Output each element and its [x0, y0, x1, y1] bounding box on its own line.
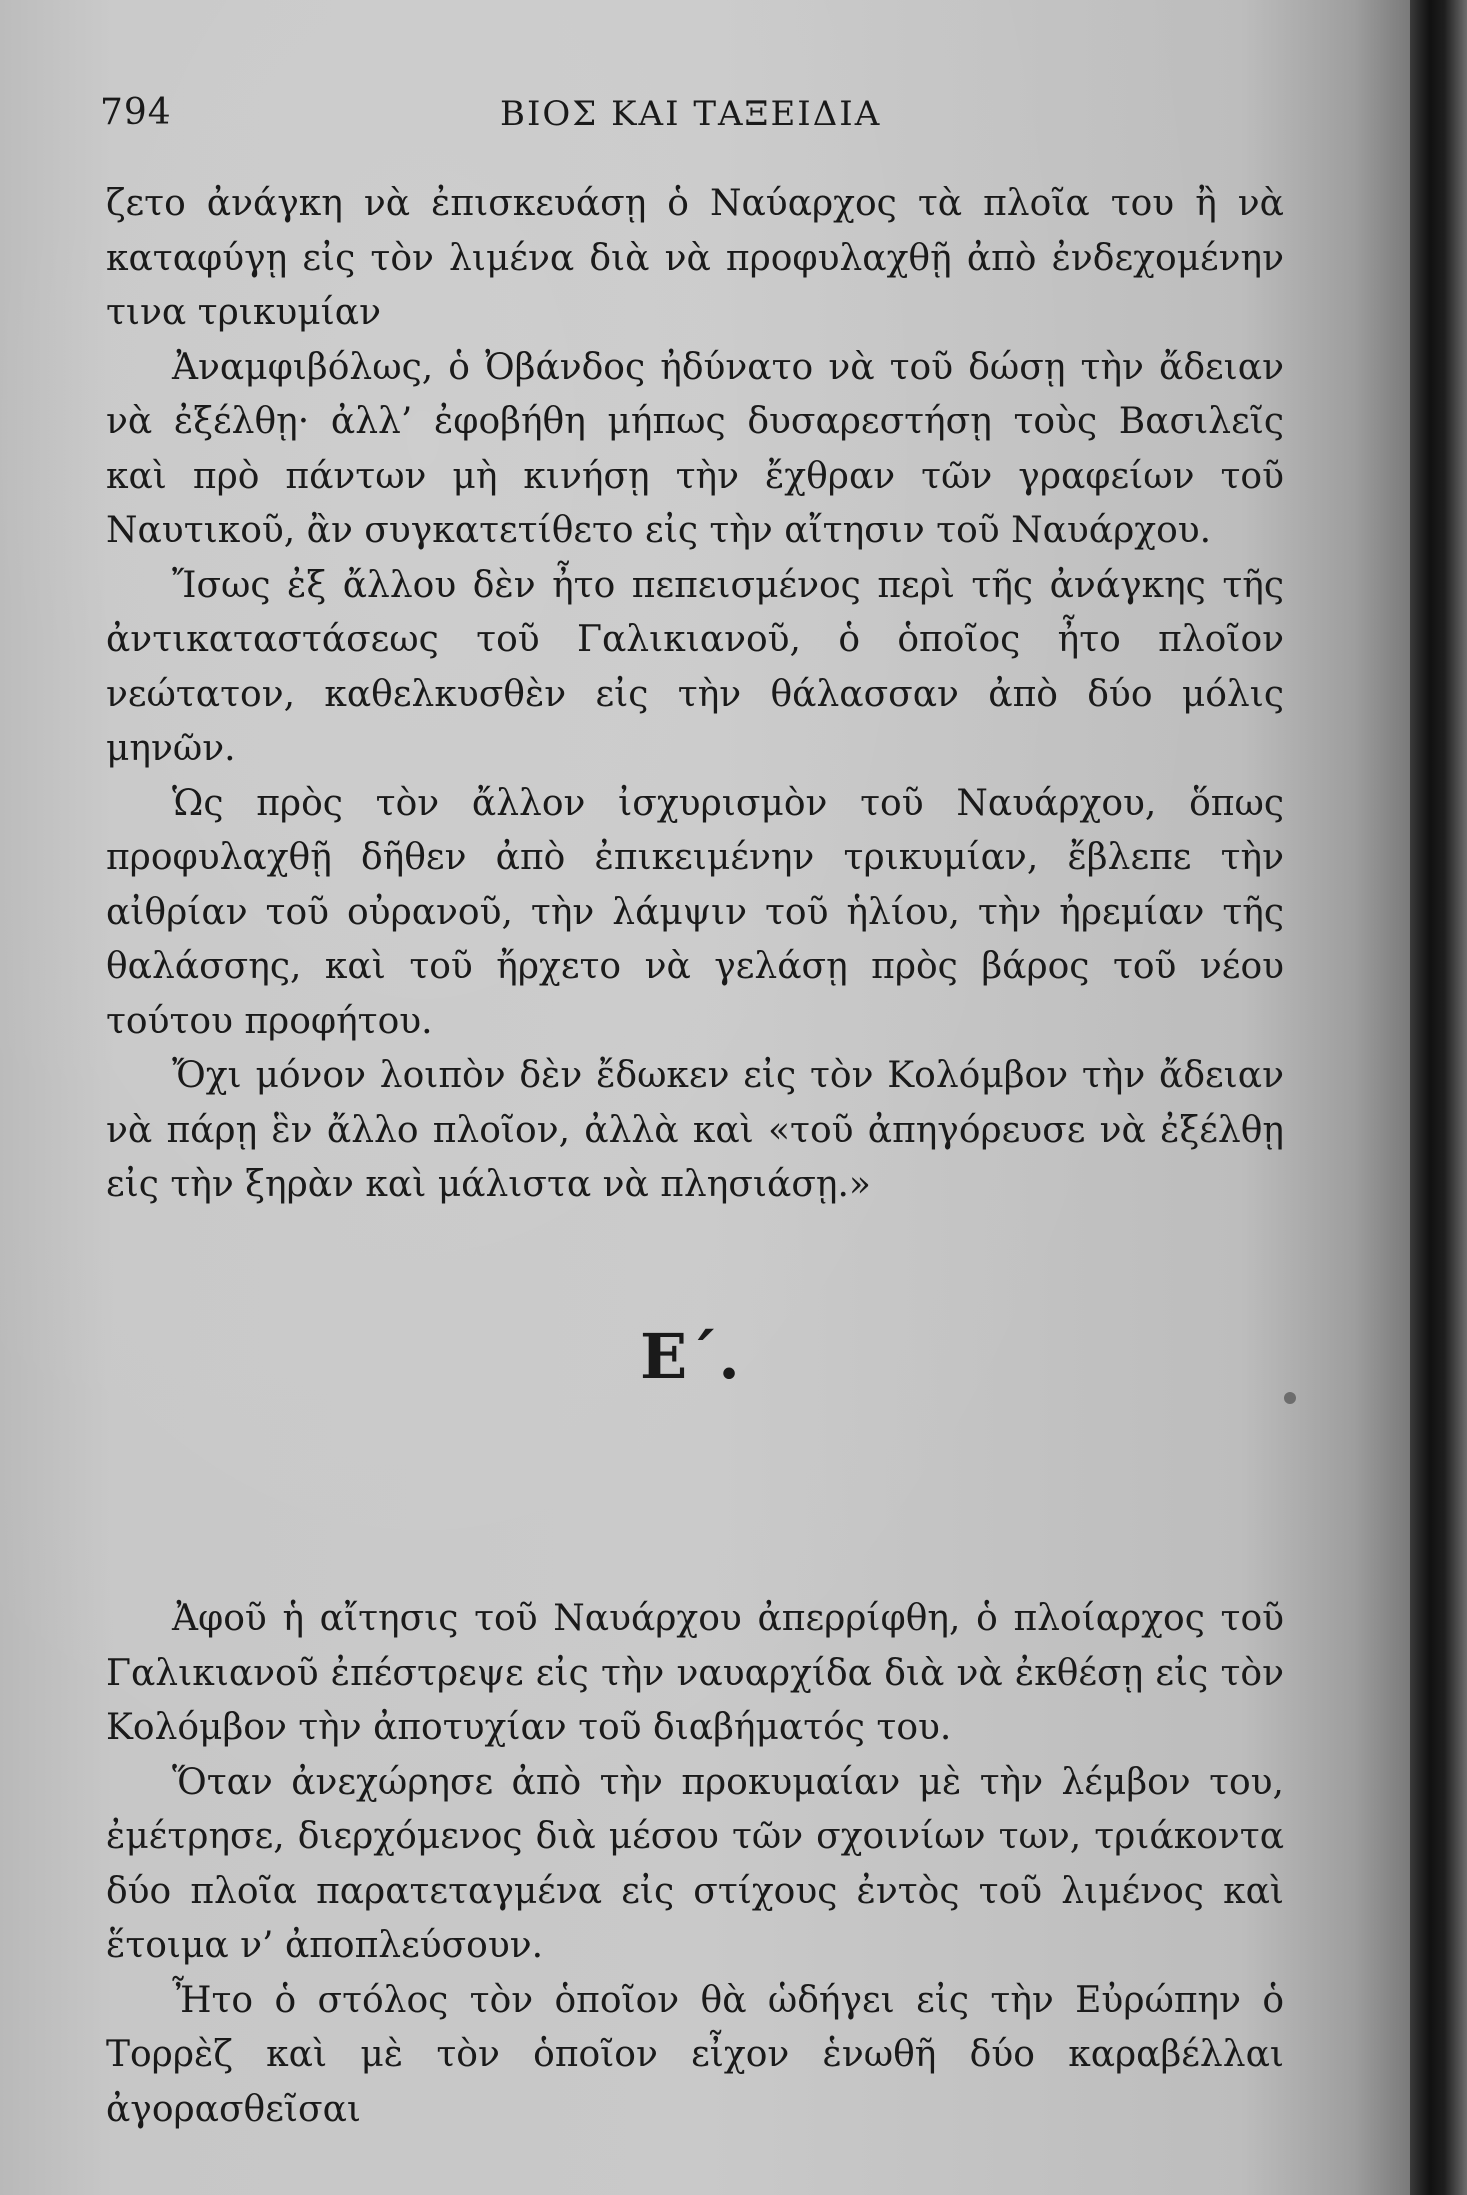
paragraph: Ὅταν ἀνεχώρησε ἀπὸ τὴν προκυμαίαν μὲ τὴν λέμβον του, ἐμέτρησε, διερχόμενος διὰ μέσου τῶν σχοινίων των, τριάκοντα δύο πλοῖα παρατεταγμένα εἰς στίχους ἐντὸς τοῦ λιμένος καὶ ἕτοιμα ν’ ἀποπλεύσουν.: [106, 1761, 1284, 1966]
paragraph: Ὡς πρὸς τὸν ἄλλον ἰσχυρισμὸν τοῦ Ναυάρχου, ὅπως προφυλαχθῇ δῆθεν ἀπὸ ἐπικειμένην τρικυμίαν, ἔβλεπε τὴν αἰθρίαν τοῦ οὐρανοῦ, τὴν λάμψιν τοῦ ἡλίου, τὴν ἠρεμίαν τῆς θαλάσσης, καὶ τοῦ ἤρχετο νὰ γελάσῃ πρὸς βάρος τοῦ νέου τούτου προφήτου.: [106, 782, 1284, 1042]
paragraph: Ὄχι μόνον λοιπὸν δὲν ἔδωκεν εἰς τὸν Κολόμβον τὴν ἄδειαν νὰ πάρῃ ἓν ἄλλο πλοῖον, ἀλλὰ καὶ «τοῦ ἀπηγόρευσε νὰ ἐξέλθῃ εἰς τὴν ξηρὰν καὶ μάλιστα νὰ πλησιάσῃ.»: [106, 1055, 1284, 1205]
text-block-2: [106, 1592, 1284, 2137]
paragraph: Ἀναμφιβόλως, ὁ Ὀβάνδος ἠδύνατο νὰ τοῦ δώσῃ τὴν ἄδειαν νὰ ἐξέλθῃ· ἀλλ’ ἐφοβήθη μήπως δυσαρεστήσῃ τοὺς Βασιλεῖς καὶ πρὸ πάντων μὴ κινήσῃ τὴν ἔχθραν τῶν γραφείων τοῦ Ναυτικοῦ, ἂν συγκατετίθετο εἰς τὴν αἴτησιν τοῦ Ναυάρχου.: [106, 346, 1284, 551]
running-head: ΒΙΟΣ ΚΑΙ ΤΑΞΕΙΔΙΑ: [500, 94, 882, 134]
text-block-1: [106, 177, 1284, 1213]
section-heading: Ε΄.: [640, 1320, 740, 1393]
page-header: [0, 92, 1300, 142]
paragraph: Ἀφοῦ ἡ αἴτησις τοῦ Ναυάρχου ἀπερρίφθη, ὁ πλοίαρχος τοῦ Γαλικιανοῦ ἐπέστρεψε εἰς τὴν ναυαρχίδα διὰ νὰ ἐκθέσῃ εἰς τὸν Κολόμβον τὴν ἀποτυχίαν τοῦ διαβήματός του.: [106, 1598, 1284, 1748]
page-number: 794: [100, 92, 172, 133]
paragraph: Ἦτο ὁ στόλος τὸν ὁποῖον θὰ ὡδήγει εἰς τὴν Εὐρώπην ὁ Τορρὲζ καὶ μὲ τὸν ὁποῖον εἶχον ἑνωθῆ δύο καραβέλλαι ἀγορασθεῖσαι: [106, 1979, 1284, 2130]
ink-speck: [1284, 1392, 1296, 1404]
paragraph: ζετο ἀνάγκη νὰ ἐπισκευάσῃ ὁ Ναύαρχος τὰ πλοῖα του ἢ νὰ καταφύγῃ εἰς τὸν λιμένα διὰ νὰ προφυλαχθῇ ἀπὸ ἐνδεχομένην τινα τρικυμίαν: [106, 183, 1284, 333]
paragraph: Ἴσως ἐξ ἄλλου δὲν ἦτο πεπεισμένος περὶ τῆς ἀνάγκης τῆς ἀντικαταστάσεως τοῦ Γαλικιανοῦ, ὁ ὁποῖος ἦτο πλοῖον νεώτατον, καθελκυσθὲν εἰς τὴν θάλασσαν ἀπὸ δύο μόλις μηνῶν.: [106, 564, 1284, 769]
book-gutter-shadow: [1410, 0, 1467, 2195]
